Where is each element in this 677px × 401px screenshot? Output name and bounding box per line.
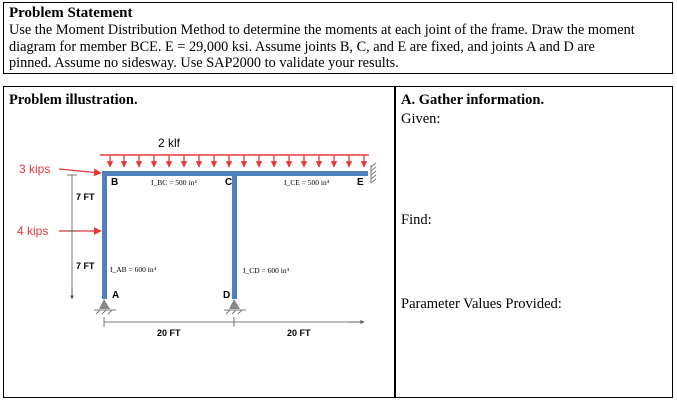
info-header: A. Gather information. — [401, 92, 545, 108]
joint-d-label: D — [223, 290, 231, 301]
frame-members — [102, 171, 368, 299]
support-e-hatch — [371, 163, 376, 183]
joint-a-label: A — [112, 290, 120, 301]
dim-span1-label: 20 FT — [157, 328, 181, 338]
inertia-ab-label: I_AB = 600 in⁴ — [110, 265, 157, 274]
problem-statement-box — [3, 2, 673, 74]
horizontal-dimension — [104, 317, 364, 327]
statement-line-1: Use the Moment Distribution Method to determine the moments at each joint of the frame. Draw the moment — [9, 22, 635, 38]
joint-e-label: E — [357, 177, 364, 188]
support-d-pin — [224, 299, 246, 314]
statement-line-2: diagram for member BCE. E = 29,000 ksi. Assume joints B, C, and E are fixed, and joints A and D are — [9, 38, 595, 55]
load-3kips-label: 3 kips — [19, 162, 51, 176]
illustration-header: Problem illustration. — [9, 92, 138, 108]
udl-arrows — [110, 155, 364, 167]
joint-c-label: C — [225, 177, 233, 188]
statement-title: Problem Statement — [9, 5, 133, 21]
inertia-bc-label: I_BC = 500 in⁴ — [151, 178, 197, 187]
dim-lower-label: 7 FT — [76, 261, 95, 271]
dim-upper-label: 7 FT — [76, 192, 95, 202]
udl-label: 2 klf — [158, 136, 181, 150]
load-4kips-label: 4 kips — [17, 224, 49, 238]
column-cd — [232, 171, 237, 299]
load-3kips-arrow — [59, 169, 101, 173]
inertia-ce-label: I_CE = 500 in⁴ — [284, 178, 330, 187]
problem-illustration-box — [3, 86, 395, 398]
column-ab — [102, 171, 107, 299]
find-label: Find: — [401, 212, 432, 228]
frame-diagram — [4, 87, 394, 397]
given-label: Given: — [401, 111, 441, 127]
support-a-pin — [94, 299, 116, 314]
dim-span2-label: 20 FT — [287, 328, 311, 338]
statement-line-3: pinned. Assume no sidesway. Use SAP2000 to validate your results. — [9, 55, 399, 71]
joint-b-label: B — [111, 177, 119, 188]
gather-information-box — [395, 86, 673, 398]
inertia-cd-label: I_CD = 600 in⁴ — [243, 266, 290, 275]
params-label: Parameter Values Provided: — [401, 296, 562, 312]
